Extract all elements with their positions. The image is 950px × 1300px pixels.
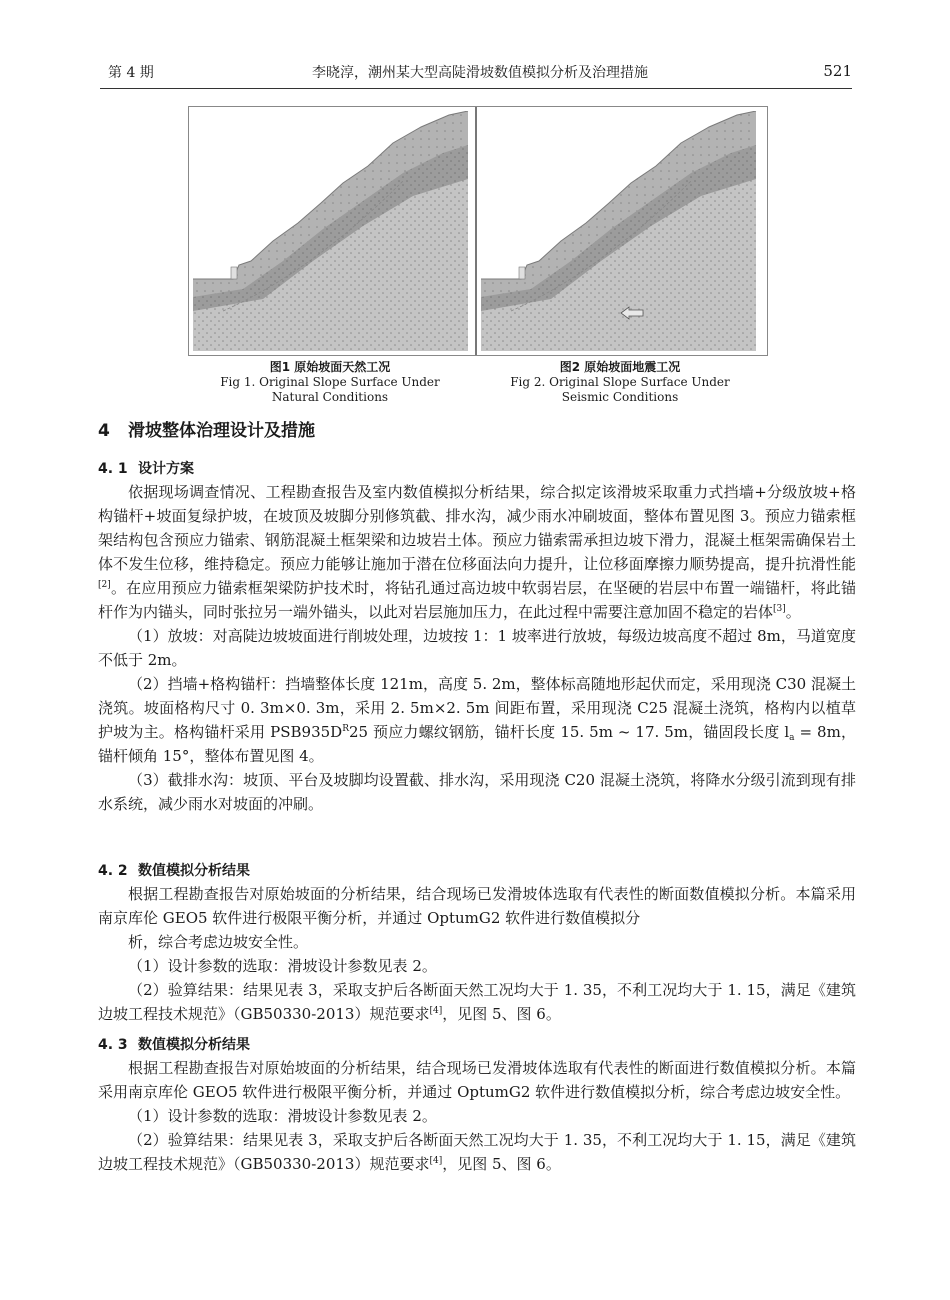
figure-pair <box>188 106 768 356</box>
header-rule <box>100 88 852 89</box>
section-4-1-heading <box>98 458 194 478</box>
paragraph: （2）验算结果：结果见表 3，采取支护后各断面天然工况均大于 1. 35，不利工况均大于 1. 15，满足《建筑边坡工程技术规范》（GB50330-2013）规范要求[4]，见图 5、图 6。 <box>98 981 856 1023</box>
figure-1-slope-natural <box>193 111 473 351</box>
figure-1-caption-en-2: Natural Conditions <box>271 390 389 404</box>
paragraph: 依据现场调查情况、工程勘查报告及室内数值模拟分析结果，综合拟定该滑坡采取重力式挡墙+分级放坡+格构锚杆+坡面复绿护坡，在坡顶及坡脚分别修筑截、排水沟，减少雨水冲刷坡面，整体布置见图 3。预应力锚索框架结构包含预应力锚索、钢筋混凝土框架梁和边坡岩土体。预应力锚索需承担边坡下滑力，混凝土框架需确保岩土体不发生位移，维持稳定。预应力能够让施加于潜在位移面法向力提升，让位移面摩擦力顺势提高，提升抗滑性能[2]。在应用预应力锚索框架梁防护技术时，将钻孔通过高边坡中软弱岩层，在坚硬的岩层中布置一端锚杆，将此锚杆作为内锚头，同时张拉另一端外锚头，以此对岩层施加压力，在此过程中需要注意加固不稳定的岩体[3]。 <box>98 483 856 621</box>
section-4-2-title: 数值模拟分析结果 <box>138 863 250 879</box>
figure-2-caption-en-1: Fig 2. Original Slope Surface Under <box>510 375 730 389</box>
figure-2-caption <box>490 360 750 405</box>
figure-1-caption <box>200 360 460 405</box>
section-4-title: 滑坡整体治理设计及措施 <box>128 421 315 441</box>
section-4-2-heading <box>98 860 250 880</box>
paragraph: 根据工程勘查报告对原始坡面的分析结果，结合现场已发滑坡体选取有代表性的断面进行数值模拟分析。本篇采用南京库伦 GEO5 软件进行极限平衡分析，并通过 OptumG2 软件进行数值模拟分析，综合考虑边坡安全性。 <box>98 1059 856 1101</box>
section-4-1-title: 设计方案 <box>138 461 194 477</box>
section-4-heading <box>98 416 315 441</box>
paragraph: （1）设计参数的选取：滑坡设计参数见表 2。 <box>128 1107 437 1125</box>
section-4-2-number: 4. 2 <box>98 863 128 879</box>
section-4-2-body <box>98 882 856 1026</box>
figure-divider <box>475 107 477 355</box>
paragraph: （2）验算结果：结果见表 3，采取支护后各断面天然工况均大于 1. 35，不利工况均大于 1. 15，满足《建筑边坡工程技术规范》（GB50330-2013）规范要求[4]，见图 5、图 6。 <box>98 1131 856 1173</box>
issue-number: 第 4 期 <box>108 65 154 81</box>
section-4-3-title: 数值模拟分析结果 <box>138 1037 250 1053</box>
section-4-3-number: 4. 3 <box>98 1037 128 1053</box>
figure-1-caption-zh: 图1 原始坡面天然工况 <box>269 360 391 374</box>
paragraph: （1）设计参数的选取：滑坡设计参数见表 2。 <box>128 957 437 975</box>
paragraph: （3）截排水沟：坡顶、平台及坡脚均设置截、排水沟，采用现浇 C20 混凝土浇筑，将降水分级引流到现有排水系统，减少雨水对坡面的冲刷。 <box>98 771 856 813</box>
figure-1-caption-en-1: Fig 1. Original Slope Surface Under <box>220 375 440 389</box>
figure-2-caption-en-2: Seismic Conditions <box>561 390 679 404</box>
paragraph: （2）挡墙+格构锚杆：挡墙整体长度 121m，高度 5. 2m，整体标高随地形起伏而定，采用现浇 C30 混凝土浇筑。坡面格构尺寸 0. 3m×0. 3m，采用 2. 5m×2. 5m 间距布置，采用现浇 C25 混凝土浇筑，格构内以植草护坡为主。格构锚杆采用 $PSB935D^R25$ 预应力螺纹钢筋，锚杆长度 15. 5m ~ 17. 5m，锚固段长度 $l_a = 8m$，锚杆倾角 15°，整体布置见图 4。 <box>98 675 857 765</box>
section-4-3-body <box>98 1056 856 1176</box>
page-number: 521 <box>823 62 852 80</box>
paragraph: 根据工程勘查报告对原始坡面的分析结果，结合现场已发滑坡体选取有代表性的断面数值模拟分析。本篇采用南京库伦 GEO5 软件进行极限平衡分析，并通过 OptumG2 软件进行数值模拟分 <box>98 885 856 927</box>
figure-2-caption-zh: 图2 原始坡面地震工况 <box>559 360 681 374</box>
section-4-3-heading <box>98 1034 250 1054</box>
running-header <box>108 62 852 86</box>
figure-2-slope-seismic <box>481 111 761 351</box>
running-title: 李晓淳，潮州某大型高陡滑坡数值模拟分析及治理措施 <box>312 65 648 81</box>
paragraph: （1）放坡：对高陡边坡坡面进行削坡处理，边坡按 1：1 坡率进行放坡，每级边坡高度不超过 8m，马道宽度不低于 2m。 <box>98 627 856 669</box>
section-4-number: 4 <box>98 421 110 441</box>
section-4-1-body <box>98 480 856 816</box>
section-4-1-number: 4. 1 <box>98 461 128 477</box>
paragraph: 析，综合考虑边坡安全性。 <box>128 933 309 951</box>
